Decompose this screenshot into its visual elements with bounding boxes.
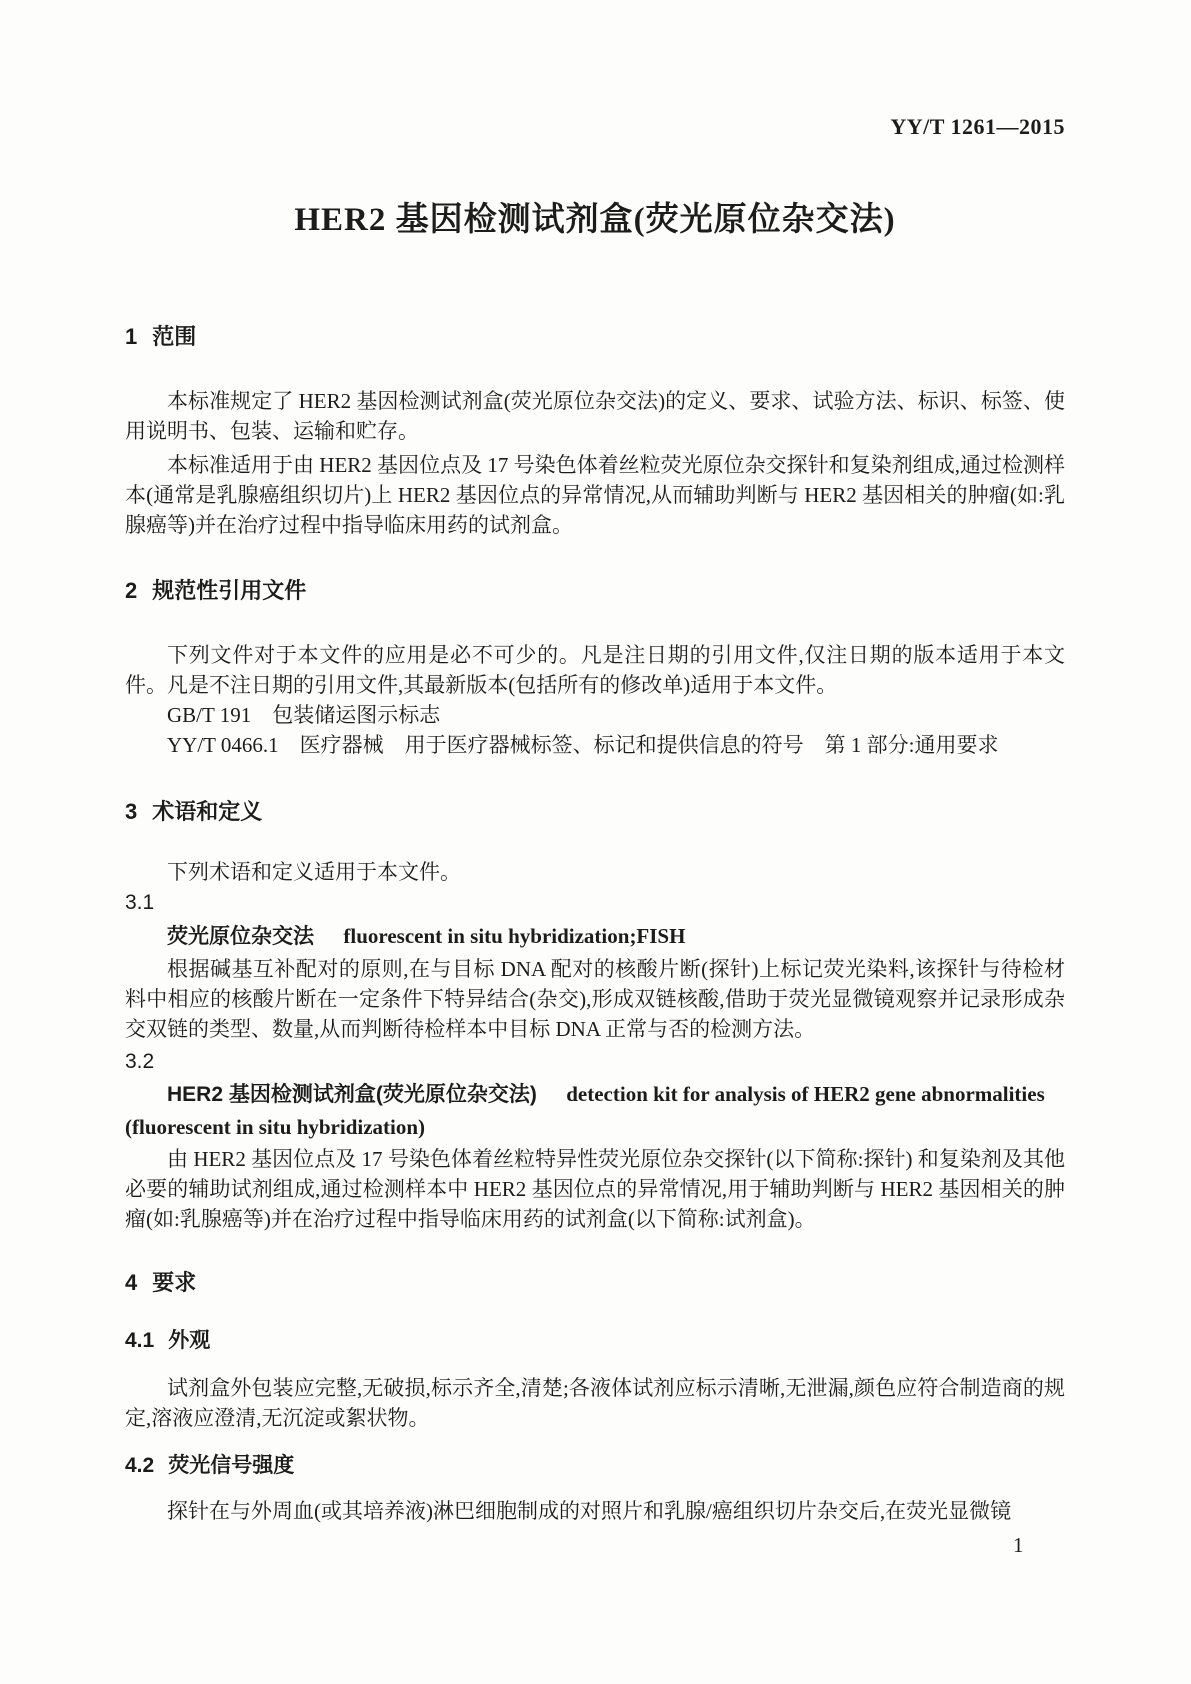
- section-4-heading: [125, 1268, 1065, 1298]
- clause-3-1-number: 3.1: [125, 891, 155, 914]
- section-1-paragraph-1: 本标准规定了 HER2 基因检测试剂盒(荧光原位杂交法)的定义、要求、试验方法、标识、标签、使用说明书、包装、运输和贮存。: [125, 389, 1065, 443]
- section-1-heading: [125, 322, 1065, 352]
- normative-reference-1: GB/T 191 包装储运图示标志: [167, 703, 441, 727]
- term-3-1-definition: 根据碱基互补配对的原则,在与目标 DNA 配对的核酸片断(探针)上标记荧光染料,该探针与待检材料中相应的核酸片断在一定条件下特异结合(杂交),形成双链核酸,借助于荧光显微镜观察并记录形成杂交双链的类型、数量,从而判断待检样本中目标 DNA 正常与否的检测方法。: [125, 957, 1065, 1041]
- clause-3-2-number: 3.2: [125, 1050, 155, 1073]
- section-2-title: 规范性引用文件: [152, 578, 307, 603]
- section-4-number: 4: [125, 1270, 138, 1295]
- section-4-2-number: 4.2: [125, 1454, 155, 1477]
- term-3-2-english: detection kit for analysis of HER2 gene abnormalities: [566, 1082, 1045, 1106]
- section-3-title: 术语和定义: [152, 799, 263, 824]
- section-4-2-title: 荧光信号强度: [168, 1454, 295, 1477]
- term-3-1-english: fluorescent in situ hybridization;FISH: [343, 924, 686, 948]
- document-title: HER2 基因检测试剂盒(荧光原位杂交法): [294, 202, 896, 238]
- section-3-heading: [125, 797, 1065, 827]
- term-3-1: [125, 921, 1065, 952]
- section-2-paragraph-1: 下列文件对于本文件的应用是必不可少的。凡是注日期的引用文件,仅注日期的版本适用于本文件。凡是不注日期的引用文件,其最新版本(包括所有的修改单)适用于本文件。: [125, 643, 1065, 697]
- term-3-2-definition: 由 HER2 基因位点及 17 号染色体着丝粒特异性荧光原位杂交探针(以下简称:探针) 和复染剂及其他必要的辅助试剂组成,通过检测样本中 HER2 基因位点的异常情况,用于辅助判断与 HER2 基因相关的肿瘤(如:乳腺癌等)并在治疗过程中指导临床用药的试剂盒(以下简称:试剂盒)。: [125, 1147, 1065, 1231]
- section-4-2-heading: [125, 1451, 1065, 1481]
- term-3-2-english-continued: (fluorescent in situ hybridization): [125, 1115, 426, 1139]
- term-3-1-chinese: 荧光原位杂交法: [167, 925, 314, 948]
- section-1-paragraph-2: 本标准适用于由 HER2 基因位点及 17 号染色体着丝粒荧光原位杂交探针和复染剂组成,通过检测样本(通常是乳腺癌组织切片)上 HER2 基因位点的异常情况,从而辅助判断与 HER2 基因相关的肿瘤(如:乳腺癌等)并在治疗过程中指导临床用药的试剂盒。: [125, 453, 1065, 537]
- term-3-2: [125, 1078, 1065, 1111]
- section-4-1-number: 4.1: [125, 1329, 155, 1352]
- section-4-2-paragraph: 探针在与外周血(或其培养液)淋巴细胞制成的对照片和乳腺/癌组织切片杂交后,在荧光显微镜: [167, 1499, 1012, 1523]
- section-1-title: 范围: [152, 324, 197, 349]
- normative-reference-2: YY/T 0466.1 医疗器械 用于医疗器械标签、标记和提供信息的符号 第 1 部分:通用要求: [167, 733, 999, 757]
- section-4-title: 要求: [152, 1270, 197, 1295]
- section-3-intro: 下列术语和定义适用于本文件。: [167, 860, 461, 884]
- term-3-2-chinese: HER2 基因检测试剂盒(荧光原位杂交法): [167, 1083, 537, 1106]
- section-4-1-heading: [125, 1326, 1065, 1356]
- section-1-number: 1: [125, 324, 138, 349]
- standard-number: YY/T 1261—2015: [890, 114, 1065, 139]
- section-4-1-title: 外观: [168, 1329, 211, 1352]
- section-2-heading: [125, 576, 1065, 606]
- section-3-number: 3: [125, 799, 138, 824]
- page-number: 1: [1013, 1533, 1024, 1557]
- section-4-1-paragraph: 试剂盒外包装应完整,无破损,标示齐全,清楚;各液体试剂应标示清晰,无泄漏,颜色应符合制造商的规定,溶液应澄清,无沉淀或絮状物。: [125, 1376, 1065, 1430]
- section-2-number: 2: [125, 578, 138, 603]
